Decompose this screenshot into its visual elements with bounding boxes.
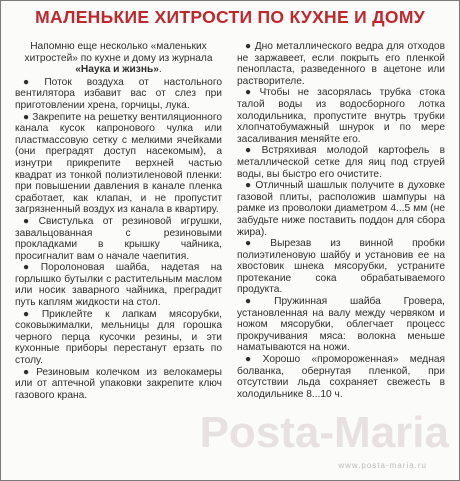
- intro-text-before: Напомню еще несколько «маленьких хитростей» по кухне и дому из журнала: [24, 41, 213, 64]
- tip-item: [15, 309, 222, 367]
- tip-item: [237, 41, 445, 87]
- tip-text: Встряхивая молодой картофель в металлической сетке для яиц под струей воды, вы быстро его очистите.: [237, 145, 446, 180]
- article-title: МАЛЕНЬКИЕ ХИТРОСТИ ПО КУХНЕ И ДОМУ: [35, 7, 425, 27]
- tip-text: Отличный шашлык получите в духовке газовой плиты, расположив шампуры на рамке из проволоки диаметром 4...5 мм (не забудьте ниже поставить поддон для сбора жира).: [237, 180, 446, 238]
- tip-item: [15, 112, 222, 216]
- tip-text: Приклейте к лапкам мясорубки, соковыжималки, мельницы для горошка черного перца кусочки резины, и эти кухонные приборы перестанут ерзать по столу.: [15, 308, 222, 367]
- bullet-icon: ●: [245, 354, 260, 366]
- tip-text: Поролоновая шайба, надетая на горлышко бутылки с растительным маслом или носик заварного чайника, преградит путь каплям жидкости на стол.: [15, 262, 222, 309]
- left-tips-list: [15, 77, 222, 402]
- tip-item: [15, 77, 222, 112]
- tip-item: [15, 262, 222, 308]
- bullet-icon: ●: [245, 87, 257, 99]
- tip-item: [237, 354, 445, 400]
- watermark-url: www.posta-maria.ru: [338, 461, 427, 470]
- bullet-icon: ●: [23, 308, 39, 320]
- tip-text: Дно металлического ведра для отходов не заржавеет, если покрыть его пленкой пенопласта, разведенного в ацетоне или растворителе.: [237, 41, 446, 87]
- tip-text: Поток воздуха от настольного вентилятора избавит вас от слез при приготовлении хрена, горчицы, лука.: [15, 76, 222, 111]
- intro-text-after: .: [158, 64, 162, 76]
- bullet-icon: ●: [23, 215, 36, 227]
- tip-item: [15, 367, 222, 402]
- watermark-logo-text: Posta-Maria: [199, 408, 449, 457]
- tip-text: Вырезав из винной пробки полиэтиленовую шайбу и установив ее на хвостовик шнека мясорубки, устраните протекание сока обрабатываемого продукта.: [237, 238, 446, 296]
- tip-item: [237, 238, 445, 296]
- bullet-icon: ●: [23, 111, 30, 123]
- bullet-icon: ●: [245, 145, 259, 157]
- tip-item: [237, 296, 445, 354]
- tip-text: Закрепите на решетку вентиляционного канала кусок капронового чулка или пластмассовую сетку с мелкими ячейками (они преградят доступ насекомым), а изнутри прикрепите верхней частью квадрат из тонкой полиэтиленовой пленки: при повышении давления в канале пленка сработает, как клапан, и не пропустит загрязненный воздух из канала в квартиру.: [15, 111, 222, 216]
- tip-item: [237, 87, 445, 145]
- bullet-icon: ●: [245, 180, 253, 192]
- tip-text: Резиновым колечком из велокамеры или от аптечной упаковки закрепите ключ газового крана.: [15, 366, 222, 401]
- bullet-icon: ●: [245, 296, 272, 308]
- magazine-name: «Наука и жизнь»: [75, 64, 159, 76]
- tip-text: Чтобы не засорялась трубка стока талой воды из водосборного лотка холодильника, пропустите внутрь трубки хлопчатобумажный шнурок и по мере засаливания меняйте его.: [237, 87, 446, 145]
- right-column: [237, 41, 445, 400]
- left-column: [15, 41, 222, 401]
- bullet-icon: ●: [23, 366, 34, 378]
- tip-text: Пружинная шайба Гровера, установленная на валу между червяком и ножом мясорубки, облегчает процесс прокручивания мяса: волокна меньше наматываются на ножи.: [237, 296, 445, 354]
- intro-paragraph: [15, 41, 222, 76]
- bullet-icon: ●: [245, 238, 268, 250]
- tip-text: Хорошо «промороженная» медная болванка, обернутая пленкой, при отсутствии льда сохраняет свежесть в холодильнике 8...10 ч.: [237, 354, 446, 400]
- bullet-icon: ●: [23, 76, 42, 88]
- tip-item: [237, 180, 445, 238]
- right-tips-list: [237, 41, 445, 400]
- tip-item: [15, 216, 222, 262]
- bullet-icon: ●: [245, 41, 252, 52]
- watermark: [199, 406, 453, 476]
- tip-item: [237, 145, 445, 180]
- tip-text: Свистулька от резиновой игрушки, завальцованная с резиновыми прокладками в крышку чайника, просигналит вам о начале чаепития.: [15, 215, 222, 262]
- bullet-icon: ●: [23, 262, 38, 274]
